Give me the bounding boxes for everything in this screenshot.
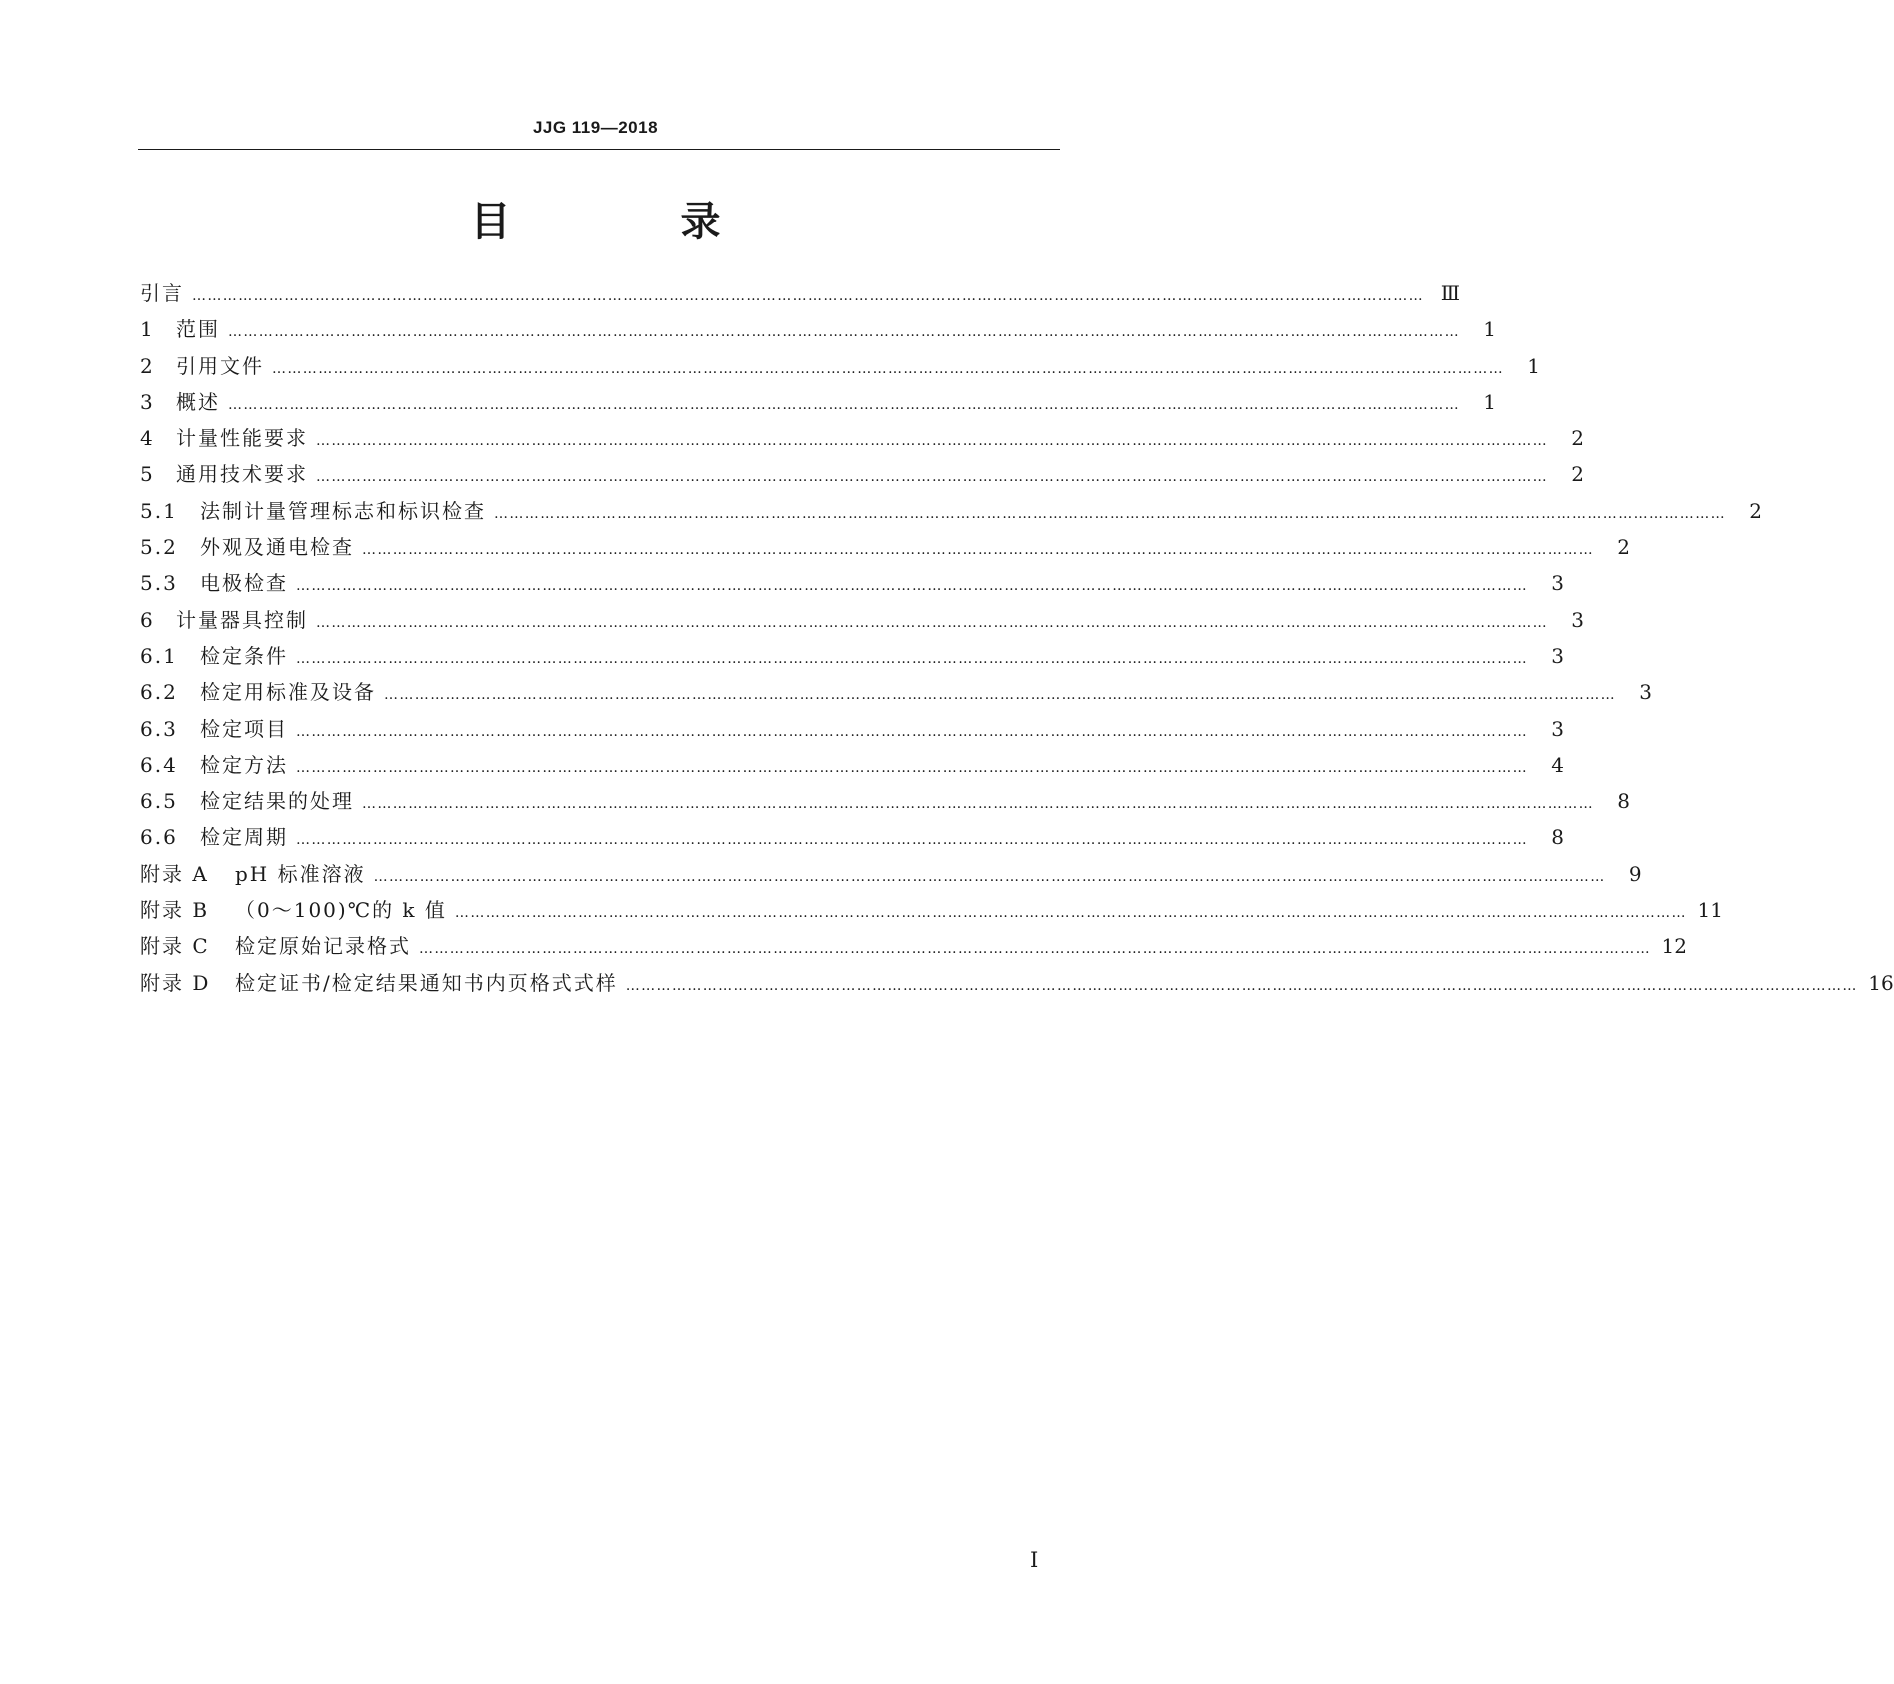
toc-entry-page: 4 <box>1551 752 1564 777</box>
toc-entry-title: 计量性能要求 <box>176 426 308 451</box>
toc-entry-number: 3 <box>140 389 155 414</box>
toc-entry[interactable] <box>140 531 1630 567</box>
dot-leader: …………………………………………………………………………………………………………………………………………………………………………………………………………………… <box>454 905 1687 922</box>
toc-entry-number: 6.5 <box>140 789 178 814</box>
toc-entry[interactable] <box>140 785 1630 821</box>
toc-entry[interactable] <box>140 713 1564 749</box>
dot-leader: …………………………………………………………………………………………………………………………………………………………………………………………………………………… <box>296 723 1528 740</box>
dot-leader: …………………………………………………………………………………………………………………………………………………………………………………………………………………… <box>316 433 1548 450</box>
toc-entry-page: 16 <box>1868 970 1894 995</box>
dot-leader: …………………………………………………………………………………………………………………………………………………………………………………………………………………… <box>296 832 1528 849</box>
toc-entry-page: 9 <box>1628 861 1642 886</box>
dot-leader: …………………………………………………………………………………………………………………………………………………………………………………………………………………… <box>384 687 1616 704</box>
dot-leader: …………………………………………………………………………………………………………………………………………………………………………………………………………………… <box>228 396 1460 413</box>
dot-leader: …………………………………………………………………………………………………………………………………………………………………………………………………………………… <box>192 288 1424 304</box>
toc-entry[interactable] <box>140 386 1496 422</box>
toc-entry-number: 附录 D <box>140 970 211 995</box>
toc-entry-number: 附录 B <box>140 898 210 923</box>
toc-entry[interactable] <box>140 350 1540 386</box>
toc-entry-number: 6.3 <box>140 716 178 741</box>
table-of-contents <box>140 277 1894 1003</box>
toc-entry-title: 范围 <box>176 317 220 342</box>
toc-entry-number: 5.1 <box>140 498 178 523</box>
toc-entry-number: 6.4 <box>140 752 178 777</box>
header-rule <box>138 149 1060 150</box>
toc-entry-number: 6.1 <box>140 643 178 668</box>
dot-leader: …………………………………………………………………………………………………………………………………………………………………………………………………………………… <box>419 941 1651 958</box>
toc-entry-number: 6 <box>140 607 155 632</box>
toc-entry[interactable] <box>140 277 1460 313</box>
toc-entry-page: 2 <box>1617 535 1630 560</box>
toc-entry-page: 2 <box>1571 462 1584 487</box>
toc-entry-title: 检定方法 <box>200 752 288 777</box>
standard-code: JJG 119—2018 <box>532 118 659 137</box>
toc-entry-page: 1 <box>1527 353 1540 378</box>
toc-entry-number: 4 <box>140 426 155 451</box>
toc-entry-page: Ⅲ <box>1440 281 1460 305</box>
toc-entry-title: 检定结果的处理 <box>200 789 354 814</box>
toc-entry-page: 2 <box>1749 498 1762 523</box>
toc-entry-title: 概述 <box>176 389 220 414</box>
toc-entry[interactable] <box>140 640 1564 676</box>
toc-entry-page: 3 <box>1639 680 1652 705</box>
dot-leader: …………………………………………………………………………………………………………………………………………………………………………………………………………………… <box>373 868 1606 885</box>
toc-entry-page: 1 <box>1483 317 1496 342</box>
toc-entry-number: 5 <box>140 462 155 487</box>
toc-entry-title: （0～100)℃的 k 值 <box>235 898 447 923</box>
toc-entry-number: 6.2 <box>140 680 178 705</box>
toc-entry-title: 计量器具控制 <box>176 607 308 632</box>
toc-entry[interactable] <box>140 967 1894 1003</box>
toc-entry-page: 12 <box>1661 934 1687 959</box>
dot-leader: …………………………………………………………………………………………………………………………………………………………………………………………………………………… <box>362 542 1594 559</box>
dot-leader: …………………………………………………………………………………………………………………………………………………………………………………………………………………… <box>494 505 1726 522</box>
toc-entry-title: 检定证书/检定结果通知书内页格式式样 <box>235 970 618 995</box>
toc-entry-title: 引言 <box>140 281 184 305</box>
toc-entry[interactable] <box>140 313 1496 349</box>
toc-entry[interactable] <box>140 567 1564 603</box>
dot-leader: …………………………………………………………………………………………………………………………………………………………………………………………………………………… <box>296 650 1528 667</box>
toc-entry[interactable] <box>140 894 1723 930</box>
toc-entry[interactable] <box>140 821 1564 857</box>
toc-entry-title: 检定条件 <box>200 643 288 668</box>
toc-entry-number: 5.3 <box>140 571 178 596</box>
toc-entry-number: 2 <box>140 353 155 378</box>
page-title: 目 录 <box>470 199 799 245</box>
toc-entry[interactable] <box>140 422 1584 458</box>
toc-entry[interactable] <box>140 495 1762 531</box>
toc-entry-page: 8 <box>1551 825 1564 850</box>
toc-entry-number: 1 <box>140 317 155 342</box>
toc-entry-title: 外观及通电检查 <box>200 535 354 560</box>
toc-entry-title: 电极检查 <box>200 571 288 596</box>
dot-leader: …………………………………………………………………………………………………………………………………………………………………………………………………………………… <box>316 469 1548 486</box>
toc-entry-page: 3 <box>1551 571 1564 596</box>
toc-entry-page: 11 <box>1697 898 1723 923</box>
toc-entry[interactable] <box>140 676 1652 712</box>
toc-entry[interactable] <box>140 930 1687 966</box>
toc-entry[interactable] <box>140 858 1642 894</box>
toc-entry-number: 附录 C <box>140 934 210 959</box>
toc-entry[interactable] <box>140 749 1564 785</box>
toc-entry-title: 通用技术要求 <box>176 462 308 487</box>
dot-leader: …………………………………………………………………………………………………………………………………………………………………………………………………………………… <box>296 578 1528 595</box>
toc-entry-number: 附录 A <box>140 861 209 886</box>
toc-entry-page: 3 <box>1551 716 1564 741</box>
dot-leader: …………………………………………………………………………………………………………………………………………………………………………………………………………………… <box>316 614 1548 631</box>
dot-leader: …………………………………………………………………………………………………………………………………………………………………………………………………………………… <box>296 759 1528 776</box>
toc-entry-title: 检定原始记录格式 <box>235 934 411 959</box>
toc-entry-title: 检定周期 <box>200 825 288 850</box>
toc-entry-page: 2 <box>1571 426 1584 451</box>
toc-entry-page: 1 <box>1483 389 1496 414</box>
toc-entry-title: 引用文件 <box>176 353 264 378</box>
toc-entry-title: pH 标准溶液 <box>235 861 366 886</box>
toc-entry-page: 3 <box>1571 607 1584 632</box>
dot-leader: …………………………………………………………………………………………………………………………………………………………………………………………………………………… <box>362 796 1594 813</box>
dot-leader: …………………………………………………………………………………………………………………………………………………………………………………………………………………… <box>272 360 1504 377</box>
toc-entry-title: 检定用标准及设备 <box>200 680 376 705</box>
toc-entry-page: 8 <box>1617 789 1630 814</box>
toc-entry-number: 5.2 <box>140 535 178 560</box>
toc-entry-title: 法制计量管理标志和标识检查 <box>200 498 486 523</box>
dot-leader: …………………………………………………………………………………………………………………………………………………………………………………………………………………… <box>625 977 1858 994</box>
dot-leader: …………………………………………………………………………………………………………………………………………………………………………………………………………………… <box>228 324 1460 341</box>
toc-entry-title: 检定项目 <box>200 716 288 741</box>
toc-entry-number: 6.6 <box>140 825 178 850</box>
toc-entry-page: 3 <box>1551 643 1564 668</box>
toc-entry[interactable] <box>140 458 1584 494</box>
toc-entry[interactable] <box>140 604 1584 640</box>
page-number: Ⅰ <box>1030 1548 1039 1572</box>
